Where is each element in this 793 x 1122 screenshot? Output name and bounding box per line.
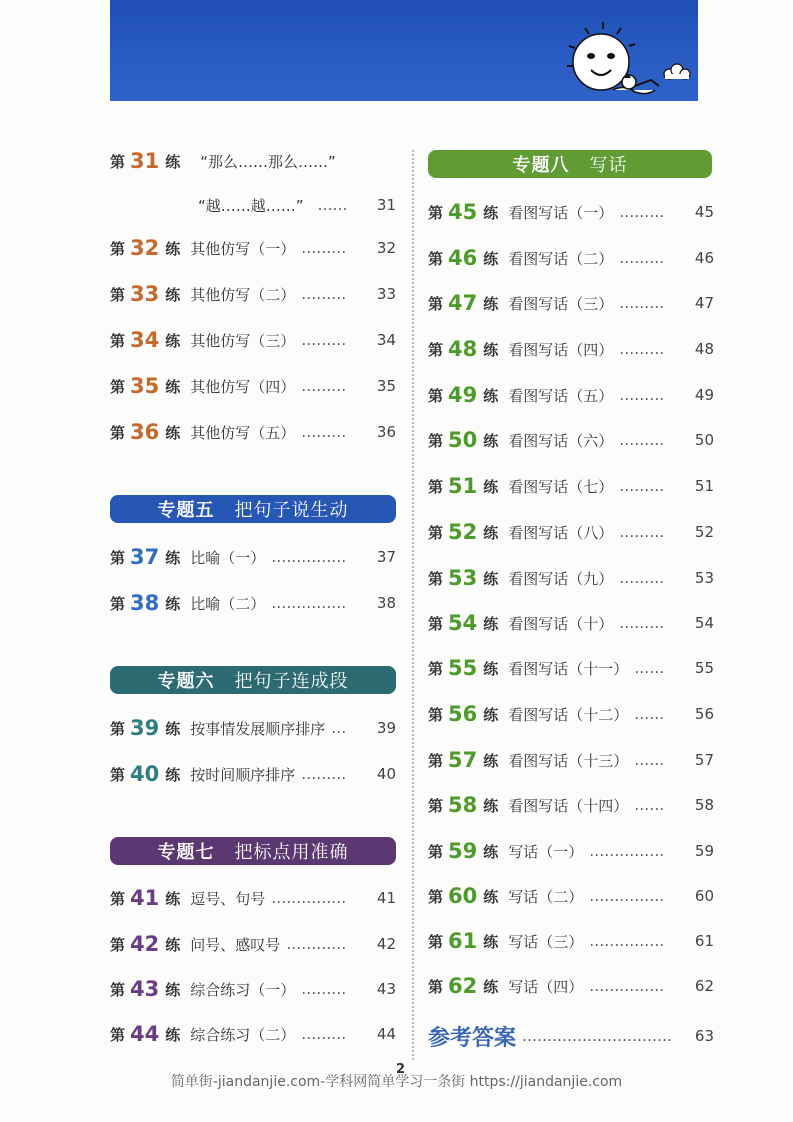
lian-label: 练 [165, 765, 181, 784]
exercise-title: “越……越……” [198, 196, 304, 215]
exercise-number: 50 [448, 428, 478, 452]
di-label: 第 [428, 659, 444, 678]
exercise-title: 看图写话（四） [508, 340, 614, 359]
leader-dots: …………… [271, 594, 347, 612]
exercise-number: 41 [130, 886, 160, 910]
lian-label: 练 [483, 477, 499, 496]
di-label: 第 [428, 614, 444, 633]
lian-label: 练 [165, 331, 181, 350]
exercise-title: 写话（四） [508, 977, 584, 996]
di-label: 第 [110, 285, 126, 304]
exercise-number: 39 [130, 716, 160, 740]
exercise-title: 看图写话（十） [508, 614, 614, 633]
di-label: 第 [110, 594, 126, 613]
page-number: 47 [694, 294, 714, 312]
lian-label: 练 [483, 431, 499, 450]
exercise-number: 48 [448, 337, 478, 361]
leader-dots: ……… [301, 765, 347, 783]
di-label: 第 [428, 249, 444, 268]
exercise-title: 看图写话（一） [508, 203, 614, 222]
toc-entry-62[interactable] [428, 973, 714, 999]
toc-entry-39[interactable] [110, 715, 396, 741]
lian-label: 练 [483, 249, 499, 268]
toc-entry-59[interactable] [428, 838, 714, 864]
exercise-number: 38 [130, 591, 160, 615]
toc-entry-57[interactable] [428, 747, 714, 773]
lian-label: 练 [165, 719, 181, 738]
lian-label: 练 [483, 340, 499, 359]
exercise-title: 看图写话（三） [508, 294, 614, 313]
lian-label: 练 [165, 548, 181, 567]
page-number: 45 [694, 203, 714, 221]
exercise-title: 综合练习（一） [190, 980, 296, 999]
lian-label: 练 [483, 842, 499, 861]
page-number: 56 [694, 705, 714, 723]
lian-label: 练 [483, 203, 499, 222]
lian-label: 练 [165, 980, 181, 999]
di-label: 第 [110, 935, 126, 954]
leader-dots: …… [634, 659, 665, 677]
toc-entry-54[interactable] [428, 610, 714, 636]
di-label: 第 [428, 340, 444, 359]
lian-label: 练 [483, 705, 499, 724]
lian-label: 练 [483, 796, 499, 815]
page-number: 50 [694, 431, 714, 449]
lian-label: 练 [483, 386, 499, 405]
di-label: 第 [110, 889, 126, 908]
toc-entry-52[interactable] [428, 519, 714, 545]
leader-dots: …………… [589, 842, 665, 860]
answers-label: 参考答案 [428, 1025, 517, 1051]
di-label: 第 [110, 980, 126, 999]
exercise-title: 其他仿写（四） [190, 377, 296, 396]
toc-entry-41[interactable] [110, 885, 396, 911]
exercise-title: 写话（三） [508, 932, 584, 951]
di-label: 第 [110, 423, 126, 442]
toc-entry-42[interactable] [110, 931, 396, 957]
exercise-title: 其他仿写（二） [190, 285, 296, 304]
toc-entry-31-cont[interactable] [110, 192, 396, 218]
toc-entry-33[interactable] [110, 281, 396, 307]
leader-dots: …… [317, 196, 348, 214]
exercise-number: 55 [448, 656, 478, 680]
exercise-number: 37 [130, 545, 160, 569]
lian-label: 练 [483, 751, 499, 770]
topic-6-header[interactable] [110, 666, 396, 694]
exercise-title: 按时间顺序排序 [190, 765, 296, 784]
di-label: 第 [110, 765, 126, 784]
leader-dots: ……… [301, 1025, 347, 1043]
lian-label: 练 [165, 423, 181, 442]
di-label: 第 [428, 977, 444, 996]
leader-dots: …………… [589, 977, 665, 995]
page-number: 49 [694, 386, 714, 404]
exercise-title: 比喻（二） [190, 594, 266, 613]
page-number: 44 [376, 1025, 396, 1043]
page-number: 37 [376, 548, 396, 566]
exercise-number: 36 [130, 420, 160, 444]
page-number: 38 [376, 594, 396, 612]
exercise-number: 44 [130, 1022, 160, 1046]
di-label: 第 [110, 548, 126, 567]
toc-entry-51[interactable] [428, 473, 714, 499]
toc-entry-32[interactable] [110, 235, 396, 261]
exercise-title: “那么……那么……” [200, 152, 336, 171]
exercise-number: 47 [448, 291, 478, 315]
toc-entry-44[interactable] [110, 1021, 396, 1047]
topic-subtitle: 把句子连成段 [234, 671, 349, 692]
exercise-number: 52 [448, 520, 478, 544]
exercise-number: 43 [130, 977, 160, 1001]
page-number: 61 [694, 932, 714, 950]
lian-label: 练 [165, 1025, 181, 1044]
di-label: 第 [428, 477, 444, 496]
toc-entry-49[interactable] [428, 382, 714, 408]
leader-dots: ……… [619, 249, 665, 267]
leader-dots: …… [634, 705, 665, 723]
exercise-number: 60 [448, 884, 478, 908]
page-number: 48 [694, 340, 714, 358]
page-number: 63 [694, 1027, 714, 1045]
toc-entry-40[interactable] [110, 761, 396, 787]
leader-dots: ……… [619, 340, 665, 358]
toc-entry-37[interactable] [110, 544, 396, 570]
exercise-number: 53 [448, 566, 478, 590]
lian-label: 练 [483, 659, 499, 678]
leader-dots: ………………………… [522, 1027, 673, 1045]
toc-entry-45[interactable] [428, 199, 714, 225]
exercise-title: 看图写话（九） [508, 569, 614, 588]
toc-entry-35[interactable] [110, 373, 396, 399]
page-number: 51 [694, 477, 714, 495]
page-number: 60 [694, 887, 714, 905]
exercise-number: 46 [448, 246, 478, 270]
page-number: 42 [376, 935, 396, 953]
page-number: 33 [376, 285, 396, 303]
leader-dots: ……… [619, 477, 665, 495]
exercise-number: 51 [448, 474, 478, 498]
topic-label: 专题六 [157, 671, 215, 692]
leader-dots: ……… [301, 377, 347, 395]
toc-entry-38[interactable] [110, 590, 396, 616]
exercise-title: 看图写话（十四） [508, 796, 629, 815]
leader-dots: ……… [301, 285, 347, 303]
page-number: 31 [376, 196, 396, 214]
exercise-title: 按事情发展顺序排序 [190, 719, 326, 738]
page-number: 54 [694, 614, 714, 632]
topic-7-header[interactable] [110, 837, 396, 865]
leader-dots: …………… [589, 932, 665, 950]
exercise-number: 33 [130, 282, 160, 306]
exercise-number: 58 [448, 793, 478, 817]
toc-entry-58[interactable] [428, 792, 714, 818]
toc-entry-56[interactable] [428, 701, 714, 727]
leader-dots: ……… [619, 569, 665, 587]
exercise-number: 32 [130, 236, 160, 260]
lian-label: 练 [483, 887, 499, 906]
toc-entry-43[interactable] [110, 976, 396, 1002]
lian-label: 练 [483, 977, 499, 996]
leader-dots: ……… [619, 203, 665, 221]
page-number: 52 [694, 523, 714, 541]
page-number: 32 [376, 239, 396, 257]
footer-watermark: 简单街-jiandanjie.com-学科网简单学习一条街 https://jiandanjie.com [170, 1074, 623, 1090]
di-label: 第 [110, 1025, 126, 1044]
lian-label: 练 [165, 889, 181, 908]
page-number: 36 [376, 423, 396, 441]
page-number: 46 [694, 249, 714, 267]
di-label: 第 [110, 239, 126, 258]
exercise-title: 问号、感叹号 [190, 935, 281, 954]
page-number: 59 [694, 842, 714, 860]
lian-label: 练 [165, 935, 181, 954]
page-number: 43 [376, 980, 396, 998]
topic-subtitle: 把句子说生动 [234, 500, 349, 521]
di-label: 第 [428, 751, 444, 770]
leader-dots: ……… [619, 614, 665, 632]
di-label: 第 [428, 523, 444, 542]
lian-label: 练 [483, 523, 499, 542]
leader-dots: ………… [286, 935, 347, 953]
topic-8-header[interactable] [428, 150, 712, 178]
page-footer-number: 2 [396, 1062, 406, 1077]
toc-entry-46[interactable] [428, 245, 714, 271]
page-number: 34 [376, 331, 396, 349]
exercise-title: 比喻（一） [190, 548, 266, 567]
lian-label: 练 [165, 239, 181, 258]
exercise-number: 45 [448, 200, 478, 224]
di-label: 第 [428, 386, 444, 405]
leader-dots: ……… [619, 523, 665, 541]
leader-dots: …… [634, 796, 665, 814]
exercise-number: 42 [130, 932, 160, 956]
exercise-number: 57 [448, 748, 478, 772]
toc-entry-answers[interactable] [428, 1020, 714, 1052]
column-divider [412, 150, 414, 1060]
exercise-number: 59 [448, 839, 478, 863]
toc-entry-60[interactable] [428, 883, 714, 909]
leader-dots: … [331, 719, 347, 737]
exercise-number: 34 [130, 328, 160, 352]
leader-dots: …… [634, 751, 665, 769]
topic-subtitle: 把标点用准确 [234, 842, 349, 863]
exercise-number: 56 [448, 702, 478, 726]
topic-5-header[interactable] [110, 495, 396, 523]
toc-entry-53[interactable] [428, 565, 714, 591]
exercise-number: 35 [130, 374, 160, 398]
exercise-title: 看图写话（五） [508, 386, 614, 405]
exercise-title: 看图写话（十一） [508, 659, 629, 678]
exercise-title: 其他仿写（一） [190, 239, 296, 258]
page-number: 58 [694, 796, 714, 814]
page-number: 57 [694, 751, 714, 769]
di-label: 第 [428, 887, 444, 906]
lian-label: 练 [483, 932, 499, 951]
page-number: 62 [694, 977, 714, 995]
leader-dots: ……… [301, 980, 347, 998]
di-label: 第 [110, 719, 126, 738]
leader-dots: …………… [271, 889, 347, 907]
moon-illustration [555, 20, 705, 120]
lian-label: 练 [483, 569, 499, 588]
di-label: 第 [428, 569, 444, 588]
di-label: 第 [428, 294, 444, 313]
exercise-title: 看图写话（二） [508, 249, 614, 268]
leader-dots: …………… [271, 548, 347, 566]
exercise-title: 看图写话（八） [508, 523, 614, 542]
lian-label: 练 [165, 152, 181, 171]
exercise-number: 62 [448, 974, 478, 998]
toc-entry-31[interactable] [110, 148, 396, 174]
exercise-title: 看图写话（十三） [508, 751, 629, 770]
exercise-title: 其他仿写（五） [190, 423, 296, 442]
page-number: 40 [376, 765, 396, 783]
leader-dots: ……… [301, 239, 347, 257]
di-label: 第 [428, 796, 444, 815]
page-number: 41 [376, 889, 396, 907]
exercise-number: 31 [130, 149, 160, 173]
toc-entry-36[interactable] [110, 419, 396, 445]
exercise-title: 看图写话（十二） [508, 705, 629, 724]
toc-entry-48[interactable] [428, 336, 714, 362]
exercise-number: 40 [130, 762, 160, 786]
di-label: 第 [428, 842, 444, 861]
leader-dots: ……… [619, 431, 665, 449]
exercise-number: 49 [448, 383, 478, 407]
leader-dots: …………… [589, 887, 665, 905]
lian-label: 练 [165, 377, 181, 396]
toc-entry-61[interactable] [428, 928, 714, 954]
lian-label: 练 [165, 285, 181, 304]
di-label: 第 [110, 377, 126, 396]
lian-label: 练 [483, 294, 499, 313]
di-label: 第 [428, 705, 444, 724]
toc-entry-47[interactable] [428, 290, 714, 316]
lian-label: 练 [483, 614, 499, 633]
exercise-title: 看图写话（七） [508, 477, 614, 496]
di-label: 第 [428, 932, 444, 951]
topic-subtitle: 写话 [589, 155, 628, 176]
toc-entry-50[interactable] [428, 427, 714, 453]
exercise-title: 写话（一） [508, 842, 584, 861]
topic-label: 专题七 [157, 842, 215, 863]
exercise-number: 54 [448, 611, 478, 635]
exercise-title: 写话（二） [508, 887, 584, 906]
leader-dots: ……… [301, 331, 347, 349]
topic-label: 专题八 [512, 155, 570, 176]
lian-label: 练 [165, 594, 181, 613]
leader-dots: ……… [619, 386, 665, 404]
exercise-title: 逗号、句号 [190, 889, 266, 908]
leader-dots: ……… [301, 423, 347, 441]
di-label: 第 [110, 152, 126, 171]
topic-label: 专题五 [157, 500, 215, 521]
page-number: 53 [694, 569, 714, 587]
exercise-title: 综合练习（二） [190, 1025, 296, 1044]
page-number: 35 [376, 377, 396, 395]
exercise-title: 看图写话（六） [508, 431, 614, 450]
leader-dots: ……… [619, 294, 665, 312]
exercise-title: 其他仿写（三） [190, 331, 296, 350]
di-label: 第 [428, 203, 444, 222]
page-number: 39 [376, 719, 396, 737]
page-number: 55 [694, 659, 714, 677]
toc-entry-34[interactable] [110, 327, 396, 353]
di-label: 第 [110, 331, 126, 350]
di-label: 第 [428, 431, 444, 450]
toc-entry-55[interactable] [428, 655, 714, 681]
exercise-number: 61 [448, 929, 478, 953]
